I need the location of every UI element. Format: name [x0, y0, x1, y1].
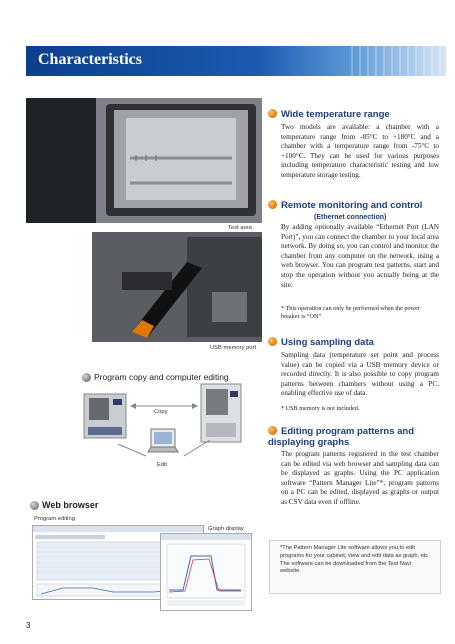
orange-bullet-icon: [268, 109, 277, 118]
section-title-text: Using sampling data: [281, 337, 374, 348]
usb-memory-image: [92, 232, 262, 342]
section-title-editing: [268, 426, 438, 448]
test-area-caption: Test area: [228, 225, 252, 231]
page-title: Characteristics: [38, 51, 142, 68]
section-title-suffix: (Ethernet connection): [314, 214, 387, 221]
edit-arrows: [110, 420, 220, 460]
section-body-editing: The program patterns registered in the test chamber can be edited via web browser and sampling data can be displayed as graphs. Using the PC application software “Pattern Manager Lite”*, program patterns on a PC can be edited, displayed as graphs or output as CSV data even if offline.: [281, 450, 439, 506]
section-body-sampling: Sampling data (temperature set point and process value) can be copied via a USB memory device or recorded directly. It is also possible to copy program patterns between chambers without using a PC, enabling effective use of data.: [281, 351, 439, 398]
section-note-sampling: * USB memory is not included.: [281, 405, 360, 412]
page-number: 3: [26, 621, 31, 630]
section-body-remote: By adding optionally available “Ethernet Port (LAN Port)”, you can connect the chamber to your local area network. By doing so, you can control and monitor the chamber from any computer on the network, using a web browser. You can program test patterns, start and stop the operation without you actually being at the site.: [281, 223, 439, 289]
section-title-text: Wide temperature range: [281, 109, 390, 120]
test-area-photo: [26, 98, 262, 223]
header-banner: [26, 46, 446, 76]
edit-label: Edit: [157, 462, 167, 468]
copy-label: Copy: [154, 409, 168, 415]
chamber-interior-image: [26, 98, 262, 223]
section-title-text: Editing program patterns and displaying graphs: [268, 426, 415, 448]
web-browser-label: Web browser: [42, 500, 99, 510]
gray-bullet-icon: [82, 373, 91, 382]
program-copy-label: Program copy and computer editing: [94, 372, 229, 382]
program-editing-caption: Program editing: [34, 516, 75, 522]
footnote-text: *The Pattern Manager Lite software allows you to edit programs for your cabinet, view and edit data as graph, etc. The software can be downloaded from the Test Navi website.: [280, 545, 430, 575]
section-title-remote-suffix: [314, 211, 386, 223]
graph-display-caption: Graph display: [208, 526, 244, 532]
orange-bullet-icon: [268, 337, 277, 346]
section-title-text: Remote monitoring and control: [281, 200, 423, 211]
gray-bullet-icon: [30, 501, 39, 510]
banner-stripes: [351, 46, 446, 76]
orange-bullet-icon: [268, 426, 277, 435]
usb-port-photo: [92, 232, 262, 342]
web-browser-heading: [30, 500, 98, 510]
program-copy-heading: [82, 372, 229, 382]
section-title-sampling: [268, 337, 374, 348]
graph-display-screenshot: [160, 533, 252, 611]
orange-bullet-icon: [268, 200, 277, 209]
section-note-remote: * This operation can only be performed when the power breaker is “ON”: [281, 305, 420, 321]
usb-port-caption: USB memory port: [210, 345, 257, 351]
section-body-temperature: Two models are available: a chamber with a temperature range from -85°C to +180°C and a chamber with a temperature range from -75°C to +100°C. They can be used for various purposes including temperature characteristic testing and low temperature storage testing.: [281, 123, 439, 179]
graph-display-image: [161, 534, 251, 610]
section-title-temperature: [268, 109, 390, 120]
